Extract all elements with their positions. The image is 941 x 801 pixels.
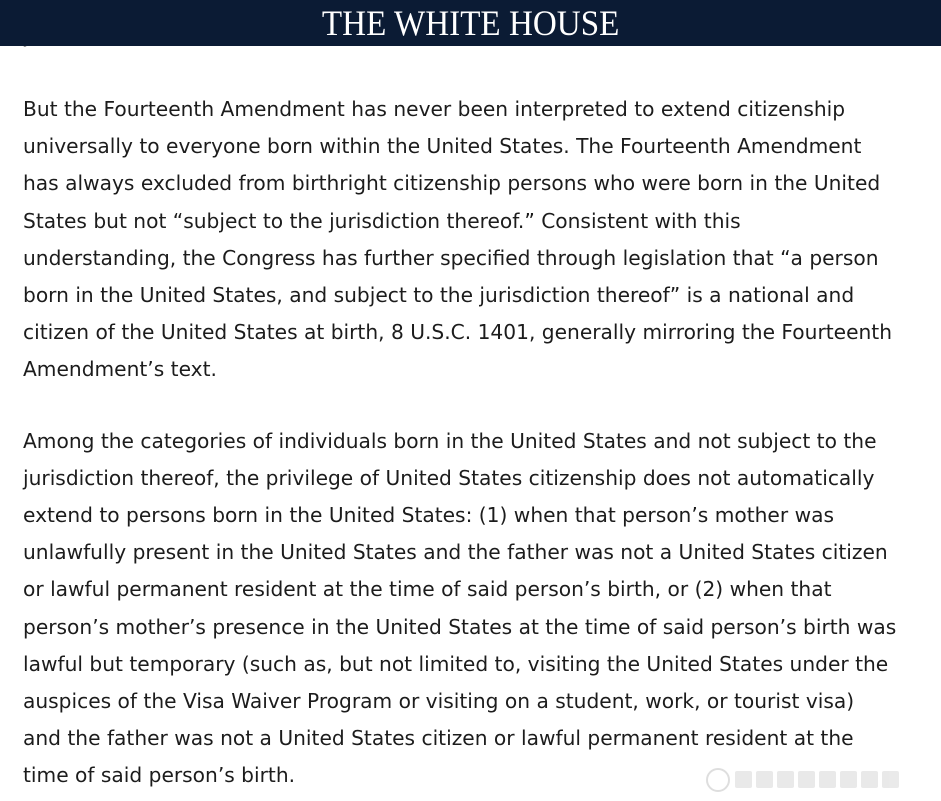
paragraph-line: lawful but temporary (such as, but not limited to, visiting the United States under the — [23, 651, 889, 676]
watermark-text-blocks — [735, 771, 899, 788]
paragraph-line: citizen of the United States at birth, 8 U.S.C. 1401, generally mirroring the Fourteenth — [23, 320, 892, 345]
paragraph-line: and the father was not a United States citizen or lawful permanent resident at the — [23, 726, 854, 751]
watermark — [706, 766, 934, 793]
site-header — [0, 0, 941, 46]
paragraph-line: auspices of the Visa Waiver Program or visiting on a student, work, or tourist visa) — [23, 689, 855, 714]
paragraph-line: person’s mother’s presence in the United States at the time of said person’s birth was — [23, 614, 897, 639]
paragraph-line: has always excluded from birthright citizenship persons who were born in the United — [23, 171, 881, 196]
paragraph-line: extend to persons born in the United States: (1) when that person’s mother was — [23, 503, 834, 528]
paragraph-line: universally to everyone born within the United States. The Fourteenth Amendment — [23, 134, 862, 159]
article-body — [23, 91, 935, 795]
site-title[interactable]: THE WHITE HOUSE — [321, 3, 620, 43]
paragraph-line: But the Fourteenth Amendment has never been interpreted to extend citizenship — [23, 97, 846, 121]
paragraph-line: Among the categories of individuals born in the United States and not subject to the — [23, 428, 877, 453]
watermark-logo-icon — [706, 768, 730, 792]
paragraph-line: Amendment’s text. — [23, 357, 217, 382]
paragraph-line: understanding, the Congress has further specified through legislation that “a person — [23, 245, 879, 270]
paragraph-line: born in the United States, and subject to the jurisdiction thereof” is a national and — [23, 283, 855, 308]
paragraph-line: time of said person’s birth. — [23, 763, 296, 788]
paragraph-categories — [23, 423, 935, 795]
paragraph-line: or lawful permanent resident at the time of said person’s birth, or (2) when that — [23, 577, 832, 602]
paragraph-line: jurisdiction thereof, the privilege of United States citizenship does not automatically — [23, 465, 875, 490]
paragraph-line: unlawfully present in the United States and the father was not a United States citizen — [23, 540, 888, 565]
paragraph-line: States but not “subject to the jurisdiction thereof.” Consistent with this — [23, 208, 741, 233]
paragraph-citizenship — [23, 91, 935, 389]
